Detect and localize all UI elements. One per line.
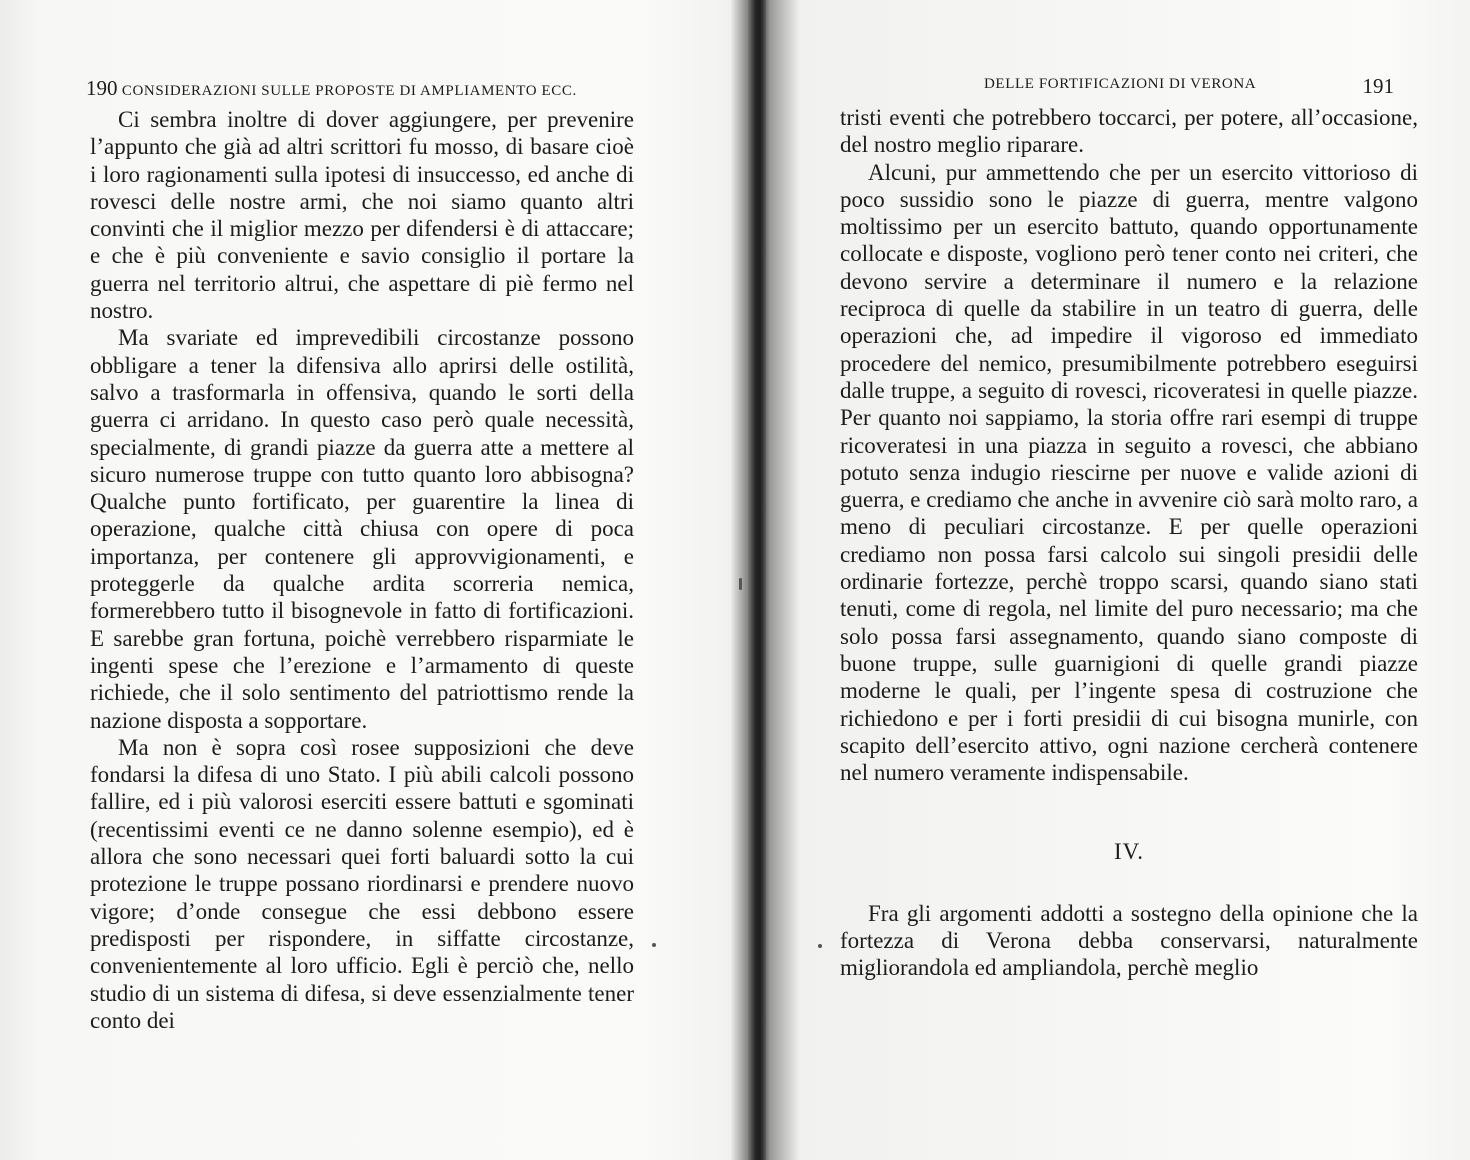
right-running-title: DELLE FORTIFICAZIONI DI VERONA [984, 76, 1257, 92]
ink-mark [739, 578, 742, 590]
section-heading: IV. [1113, 839, 1145, 865]
left-body-text [90, 106, 634, 1034]
left-running-head [86, 76, 577, 101]
left-paragraph-3: Ma non è sopra così rosee supposizioni che deve fondarsi la difesa di uno Stato. I più abili calcoli possono fallire, ed i più valorosi eserciti essere battuti e sgominati (recentissimi eventi ce ne danno solenne esempio), ed è allora che sono necessari quei forti baluardi sotto la cui protezione le truppe possano riordinarsi e prendere nuovo vigore; d’onde consegue che essi debbono essere predisposti per rispondere, in siffatte circostanze, convenientemente al loro ufficio. Egli è perciò che, nello studio di un sistema di difesa, si deve essenzialmente tener conto dei [90, 734, 634, 1033]
right-section-paragraph: Fra gli argomenti addotti a sostegno della opinione che la fortezza di Verona debba conservarsi, naturalmente migliorandola ed ampliandola, perchè meglio [840, 900, 1418, 981]
left-paragraph-1: Ci sembra inoltre di dover aggiungere, per prevenire l’appunto che già ad altri scrittori fu mosso, di basare cioè i loro ragionamenti sulla ipotesi di insuccesso, ed anche di rovesci delle nostre armi, che noi siamo quanto altri convinti che il miglior mezzo per difendersi è di attaccare; e che è più conveniente e savio consiglio il portare la guerra nel territorio altrui, che aspettare di piè fermo nel nostro. [90, 107, 634, 324]
left-paragraph-2: Ma svariate ed imprevedibili circostanze possono obbligare a tener la difensiva allo aprirsi delle ostilità, salvo a trasformarla in offensiva, quando le sorti della guerra ci arridano. In questo caso però quale necessità, specialmente, di grandi piazze da guerra atte a mettere al sicuro numerose truppe con tutto quanto loro abbisogna? Qualche punto fortificato, per guarentire la linea di operazione, qualche città chiusa con opere di poca importanza, per contenere gli approvvigionamenti, e proteggerle da qualche ardita scorreria nemica, formerebbero tutto il bisognevole in fatto di fortificazioni. E sarebbe gran fortuna, poichè verrebbero risparmiate le ingenti spese che l’erezione e l’armamento di queste richiede, che il solo sentimento del patriottismo rende la nazione disposta a sopportare. [90, 325, 634, 733]
ink-speck [652, 943, 656, 947]
left-running-title: CONSIDERAZIONI SULLE PROPOSTE DI AMPLIAMENTO ECC. [121, 83, 577, 99]
right-body-text [840, 104, 1418, 982]
right-page [770, 0, 1470, 1160]
right-paragraph-2: Alcuni, pur ammettendo che per un esercito vittorioso di poco sussidio sono le piazze di guerra, mentre valgono moltissimo per un esercito battuto, quando opportunamente collocate e disposte, vogliono però tener conto nei criteri, che devono servire a determinare il numero e la relazione reciproca di quelle da stabilire in un teatro di guerra, delle operazioni che, ad impedire il vigoroso ed immediato procedere del nemico, presumibilmente potrebbero eseguirsi dalle truppe, a seguito di rovesci, ricoveratesi in quelle piazze. Per quanto noi sappiamo, la storia offre rari esempi di truppe ricoveratesi in una piazza in seguito a rovesci, che abbiano potuto senza indugio riescirne per nuove e valide azioni di guerra, e crediamo che anche in avvenire ciò sarà molto raro, a meno di peculiari circostanze. E per quelle operazioni crediamo non possa farsi calcolo sui singoli presidii delle ordinarie fortezze, perchè troppo scarsi, quando siano stati tenuti, come di regola, nel limite del puro necessario; ma che solo possa farsi assegnamento, quando siano composte di buone truppe, sulle guarnigioni di quelle grandi piazze moderne le quali, per l’ingente spesa di costruzione che richiedono e per i forti presidii di cui bisogna munirle, con scapito dell’esercito attivo, ogni nazione cercherà contenere nel numero veramente indispensabile. [840, 159, 1418, 786]
right-paragraph-1: tristi eventi che potrebbero toccarci, per potere, all’occasione, del nostro meglio riparare. [840, 105, 1418, 158]
right-running-head [984, 74, 1394, 98]
left-page-number: 190 [86, 76, 118, 100]
book-gutter [748, 0, 766, 1160]
ink-speck [818, 944, 822, 948]
right-page-number: 191 [1362, 74, 1394, 98]
